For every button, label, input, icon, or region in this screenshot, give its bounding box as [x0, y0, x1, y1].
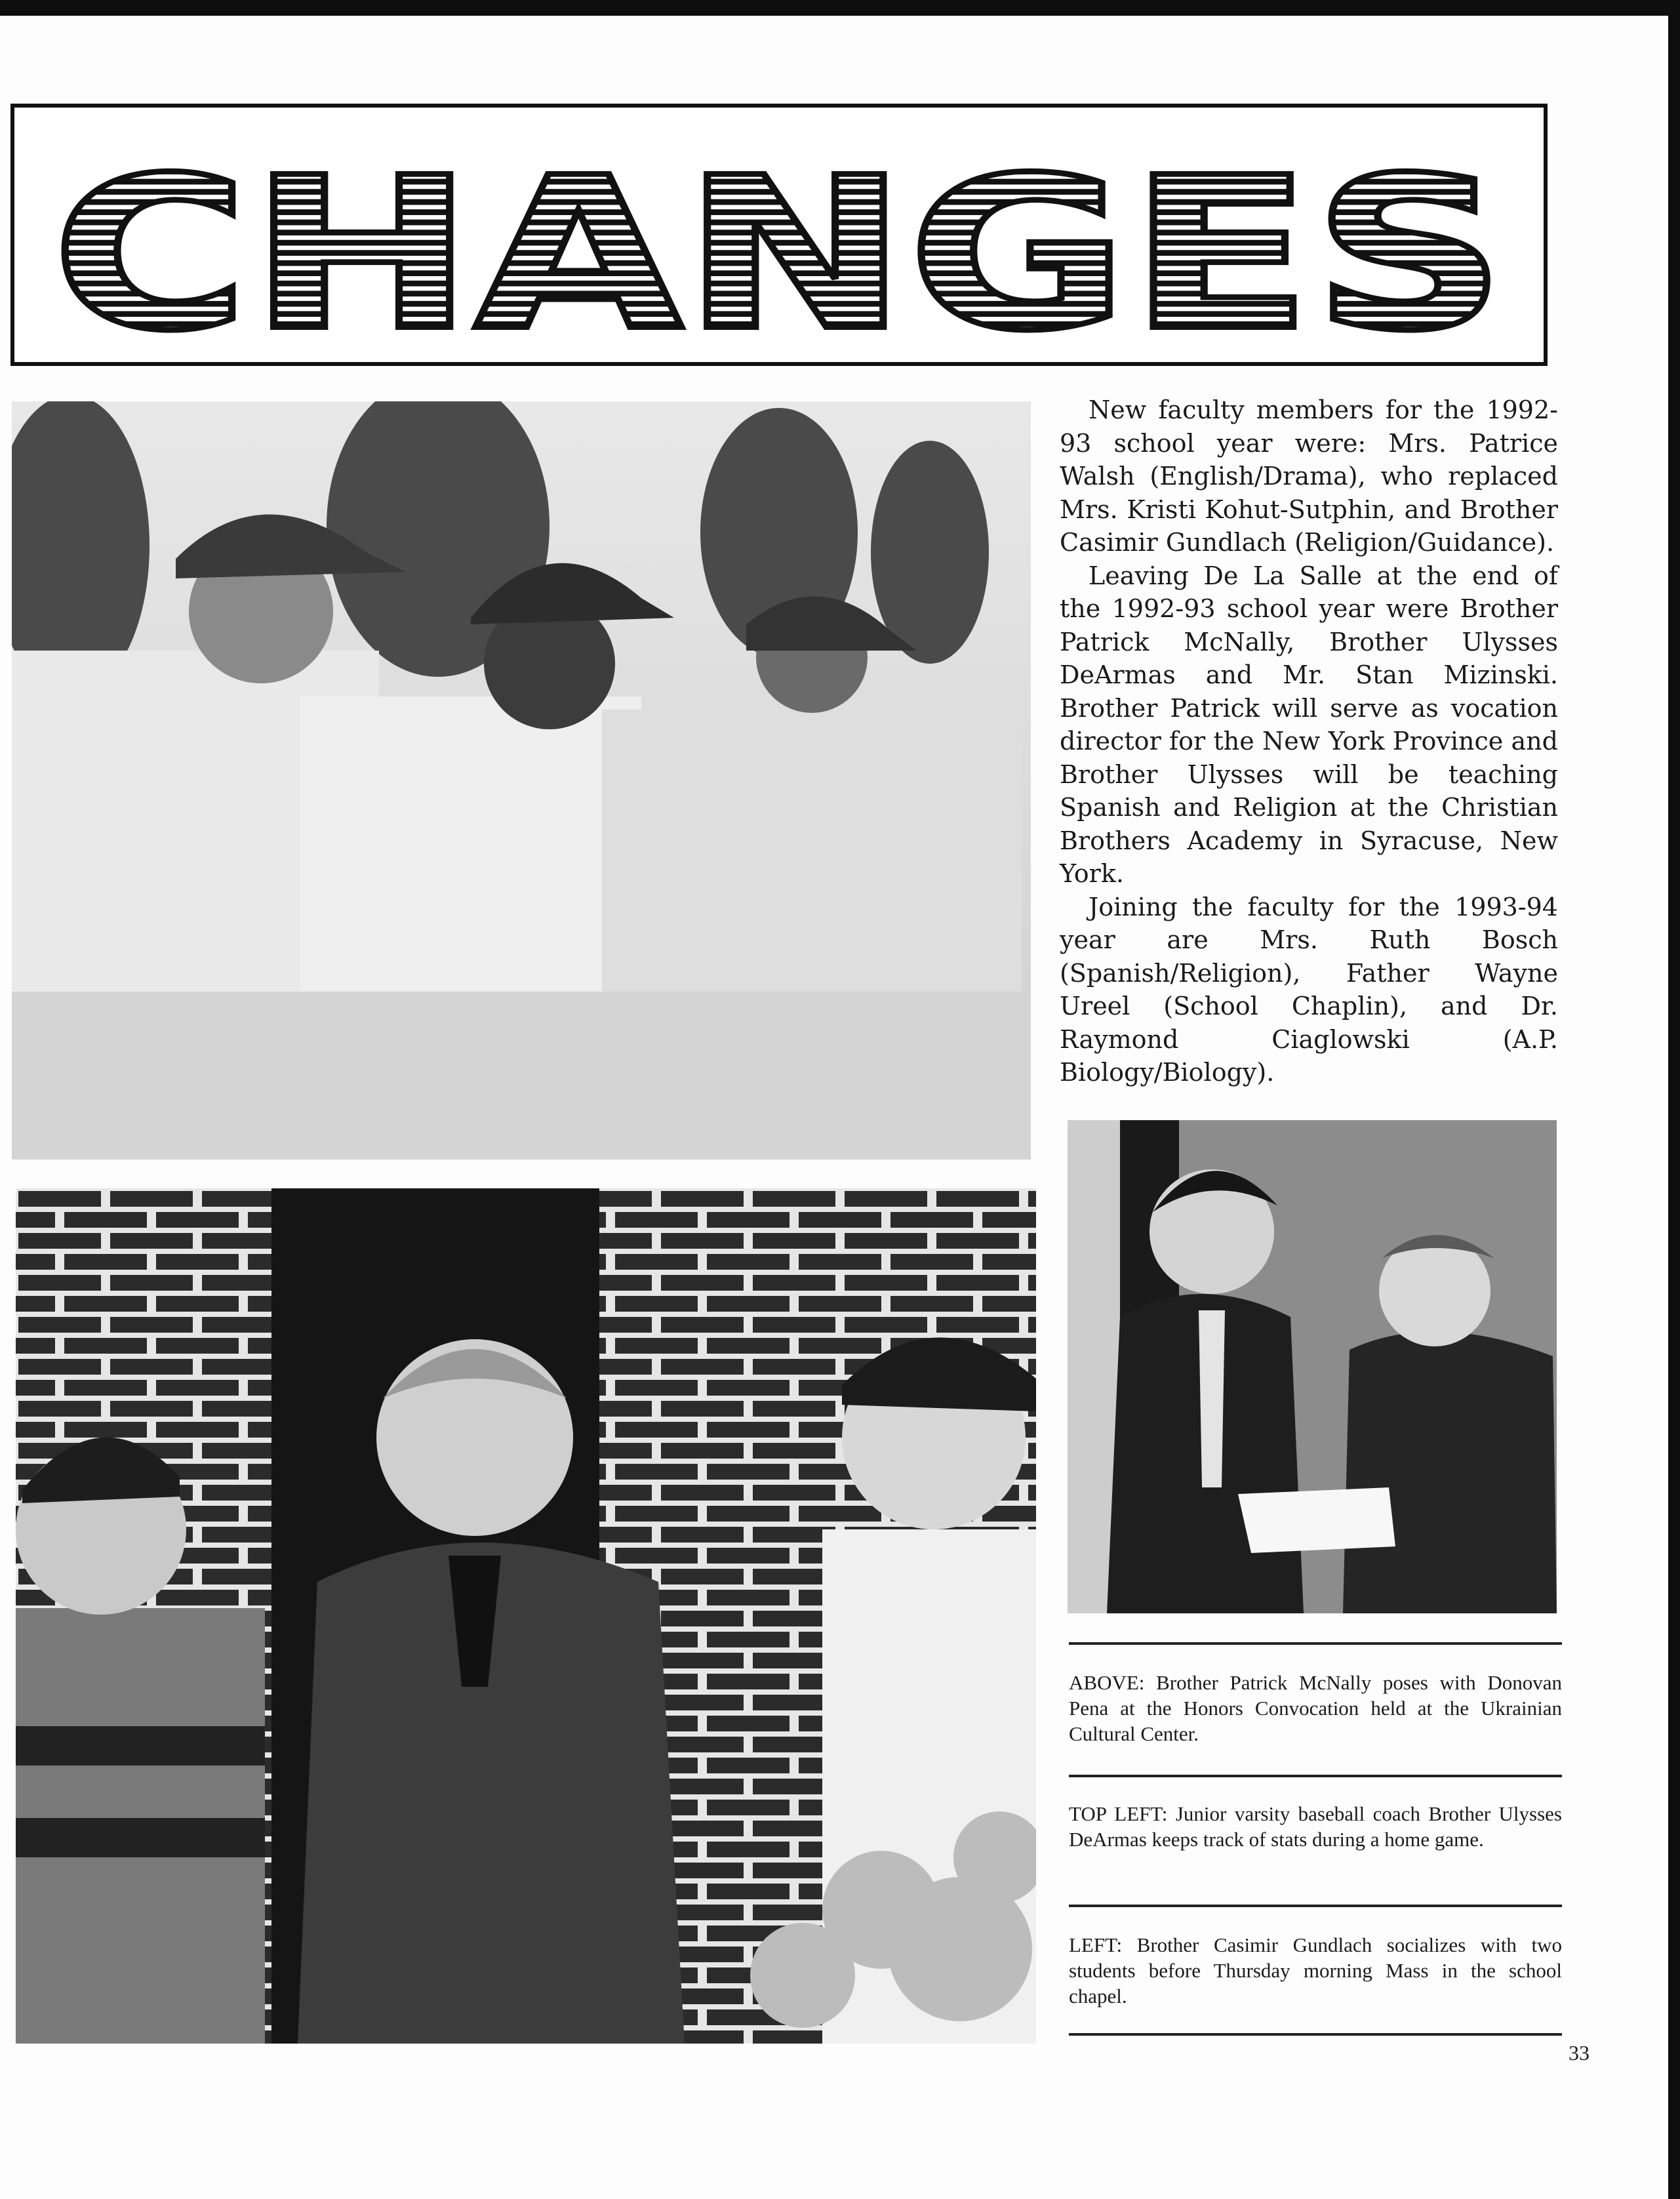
honors-photo [1068, 1120, 1557, 1613]
body-paragraph: Leaving De La Salle at the end of the 1992-93 school year were Brother Patrick McNally, Brother Ulysses DeArmas and Mr. Stan Mizinski. Brother Patrick will serve as vocation director for the New York Province and Brother Ulysses will be teaching Spanish and Religion at the Christian Brothers Academy in Syracuse, New York. [1060, 561, 1558, 888]
scan-right-border [1668, 0, 1680, 2199]
body-paragraph: New faculty members for the 1992-93 school year were: Mrs. Patrice Walsh (English/Drama), who replaced Mrs. Kristi Kohut-Sutphin, and Brother Casimir Gundlach (Religion/Guidance). [1060, 395, 1558, 557]
title-banner [10, 104, 1548, 366]
caption-above: ABOVE: Brother Patrick McNally poses with Donovan Pena at the Honors Convocation held at the Ukrainian Cultural Center. [1069, 1671, 1562, 1745]
caption-divider [1069, 2033, 1562, 2036]
page-number: 33 [1569, 2041, 1590, 2065]
baseball-photo [12, 401, 1031, 1160]
page-title: CHANGES [51, 132, 1507, 362]
caption-divider [1069, 1905, 1562, 1907]
title-graphic [14, 108, 1544, 362]
scan-top-border [0, 0, 1680, 16]
caption-divider [1069, 1642, 1562, 1645]
caption-left: LEFT: Brother Casimir Gundlach socializes with two students before Thursday morning Mass in the school chapel. [1069, 1933, 1562, 2007]
body-text [1060, 393, 1558, 1089]
chapel-photo [16, 1188, 1036, 2044]
caption-divider [1069, 1775, 1562, 1777]
body-paragraph: Joining the faculty for the 1993-94 year are Mrs. Ruth Bosch (Spanish/Religion), Father Wayne Ureel (School Chaplin), and Dr. Raymond Ciaglowski (A.P. Biology/Biology). [1060, 892, 1558, 1087]
caption-top-left: TOP LEFT: Junior varsity baseball coach Brother Ulysses DeArmas keeps track of stats during a home game. [1069, 1802, 1562, 1851]
